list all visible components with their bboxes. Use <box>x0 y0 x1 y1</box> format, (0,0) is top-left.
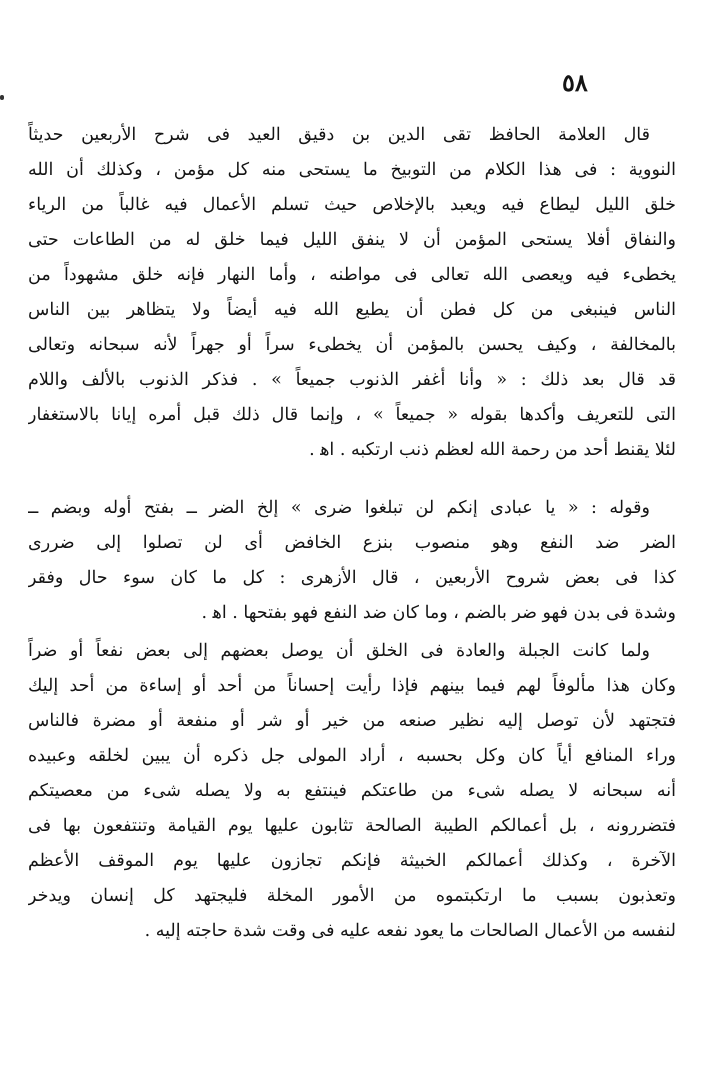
text-line: وكان هذا مألوفاً لهم فيما بينهم فإذا رأيت إحساناً من أحد أو إساءة من أحد إليك <box>28 676 676 696</box>
paragraph-1 <box>28 118 676 468</box>
text-line: أنه سبحانه لا يصله شىء من طاعتكم فينتفع به ولا يصله شىء من معصيتكم <box>28 781 676 801</box>
paragraph-2 <box>28 491 676 631</box>
text-line: فتجتهد لأن توصل إليه نظير صنعه من خير أو شر أو منفعة أو مضرة فالناس <box>28 711 676 731</box>
text-line: قال العلامة الحافظ تقى الدين بن دقيق العيد فى شرح الأربعين حديثاً <box>28 125 650 145</box>
text-line: بالمخالفة ، وكيف يحسن بالمؤمن أن يخطىء سراً أو جهراً لأنه سبحانه وتعالى <box>28 335 676 355</box>
scan-edge-mark <box>0 95 4 100</box>
text-line: قد قال بعد ذلك : « وأنا أغفر الذنوب جميعاً » . فذكر الذنوب بالألف واللام <box>28 370 676 390</box>
text-line: وتعذبون بسبب ما ارتكبتموه من الأمور المخلة فليجتهد كل إنسان ويدخر <box>28 886 676 906</box>
text-line: فتضررونه ، بل أعمالكم الطيبة الصالحة تثابون عليها يوم القيامة وتنتفعون بها فى <box>28 816 676 836</box>
text-line: وشدة فى بدن فهو ضر بالضم ، وما كان ضد النفع فهو بفتحها . اﻫ . <box>201 603 676 623</box>
text-line: الناس فينبغى من كل فطن أن يطيع الله فيه أيضاً ولا يتظاهر بين الناس <box>28 300 676 320</box>
text-line: والنفاق أفلا يستحى المؤمن أن لا ينفق الليل فيما خلق له من الطاعات حتى <box>28 230 676 250</box>
text-line: كذا فى بعض شروح الأربعين ، قال الأزهرى : كل ما كان سوء حال وفقر <box>28 568 676 588</box>
text-line: ولما كانت الجبلة والعادة فى الخلق أن يوصل بعضهم إلى بعض نفعاً أو ضراً <box>28 641 650 661</box>
page-number: ٥٨ <box>562 68 588 97</box>
text-line: الآخرة ، وكذلك أعمالكم الخبيثة فإنكم تجازون عليها يوم الموقف الأعظم <box>28 851 676 871</box>
text-line: وقوله : « يا عبادى إنكم لن تبلغوا ضرى » إلخ الضر ــ بفتح أوله وبضم ــ <box>28 498 650 518</box>
text-line: لئلا يقنط أحد من رحمة الله لعظم ذنب ارتكبه . اﻫ . <box>309 440 676 460</box>
text-line: الضر ضد النفع وهو منصوب بنزع الخافض أى لن تصلوا إلى ضررى <box>28 533 676 553</box>
paragraph-3 <box>28 634 676 949</box>
text-line: خلق الليل ليطاع فيه ويعبد بالإخلاص حيث تسلم الأعمال فيه غالباً من الرياء <box>28 195 676 215</box>
text-line: النووية : فى هذا الكلام من التوبيخ ما يستحى منه كل مؤمن ، وكذلك أن الله <box>28 160 676 180</box>
text-line: يخطىء فيه ويعصى الله تعالى فى مواطنه ، وأما النهار فإنه خلق مشهوداً من <box>28 265 676 285</box>
text-line: لنفسه من الأعمال الصالحات ما يعود نفعه عليه فى وقت شدة حاجته إليه . <box>144 921 676 941</box>
text-line: التى للتعريف وأكدها بقوله « جميعاً » ، وإنما قال ذلك قبل أمره إيانا بالاستغفار <box>28 405 676 425</box>
text-line: وراء المنافع أياً كان وكل بحسبه ، أراد المولى جل ذكره أن يبين لخلقه وعبيده <box>28 746 676 766</box>
